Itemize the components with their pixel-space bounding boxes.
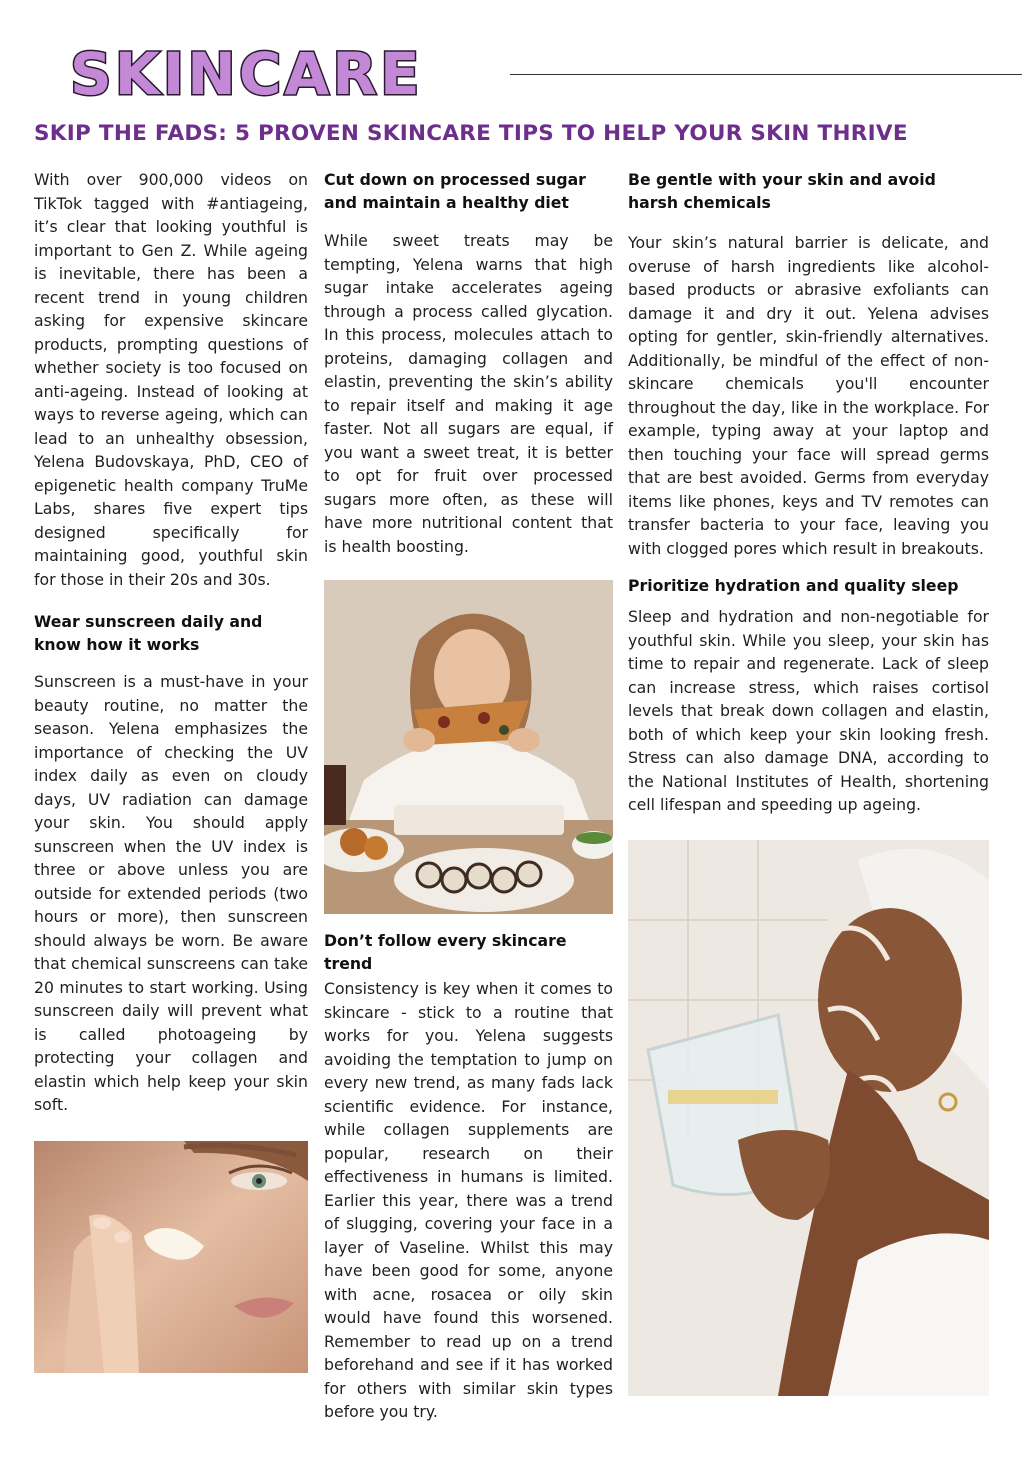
woman-eating-pizza-image bbox=[324, 580, 613, 914]
gentle-heading: Be gentle with your skin and avoid harsh chemicals bbox=[628, 170, 936, 212]
column-3 bbox=[628, 168, 989, 1396]
masthead-title: SKINCARE bbox=[70, 40, 423, 108]
water-photo bbox=[628, 840, 989, 1396]
sugar-paragraph: While sweet treats may be tempting, Yelena warns that high sugar intake accelerates ageing through a process called glycation. In this process, molecules attach to proteins, damaging collagen and elastin, preventing the skin’s ability to repair itself and making it age faster. Not all sugars are equal, if you want a sweet treat, it is better to opt for fruit over processed sugars more often, as these will have more nutritional content that is health boosting. bbox=[324, 231, 613, 556]
woman-drinking-water-image bbox=[628, 840, 989, 1396]
sunscreen-photo bbox=[34, 1141, 308, 1373]
sugar-heading: Cut down on processed sugar and maintain a healthy diet bbox=[324, 170, 586, 212]
article-headline: SKIP THE FADS: 5 PROVEN SKINCARE TIPS TO HELP YOUR SKIN THRIVE bbox=[34, 121, 908, 146]
column-1 bbox=[34, 168, 308, 1373]
column-2 bbox=[324, 168, 613, 1424]
trend-heading: Don’t follow every skincare trend bbox=[324, 931, 567, 973]
intro-paragraph: With over 900,000 videos on TikTok tagged with #antiageing, it’s clear that looking youthful is important to Gen Z. While ageing is inevitable, there has been a recent trend in young children asking for expensive skincare products, prompting questions of whether society is too focused on anti-ageing. Instead of looking at ways to reverse ageing, which can lead to an unhealthy obsession, Yelena Budovskaya, PhD, CEO of epigenetic health company TruMe Labs, shares five expert tips designed specifically for maintaining good, youthful skin for those in their 20s and 30s. bbox=[34, 170, 308, 589]
trend-paragraph: Consistency is key when it comes to skincare - stick to a routine that works for you. Yelena suggests avoiding the temptation to jump on every new trend, as many fads lack scientific evidence. For instance, while collagen supplements are popular, research on their effectiveness in humans is limited. Earlier this year, there was a trend of slugging, covering your face in a layer of Vaseline. Whilst this may have been good for some, anyone with acne, rosacea or oily skin would have found this worsened. Remember to read up on a trend beforehand and see if it has worked for others with similar skin types before you try. bbox=[324, 979, 613, 1421]
sunscreen-heading: Wear sunscreen daily and know how it works bbox=[34, 612, 263, 654]
sunscreen-paragraph: Sunscreen is a must-have in your beauty routine, no matter the season. Yelena emphasizes the importance of checking the UV index daily as even on cloudy days, UV radiation can damage your skin. You should apply sunscreen when the UV index is three or above unless you are outside for extended periods (two hours or more), then sunscreen should always be worn. Be aware that chemical sunscreens can take 20 minutes to start working. Using sunscreen daily will prevent what is called photoageing by protecting your collagen and elastin which help keep your skin soft. bbox=[34, 672, 308, 1114]
sleep-heading: Prioritize hydration and quality sleep bbox=[628, 576, 959, 595]
gentle-paragraph: Your skin’s natural barrier is delicate, and overuse of harsh ingredients like alcohol-based products or abrasive exfoliants can damage it and dry it out. Yelena advises opting for gentler, skin-friendly alternatives. Additionally, be mindful of the effect of non-skincare chemicals you'll encounter throughout the day, like in the workplace. For example, typing away at your laptop and then touching your face will spread germs that are best avoided. Germs from everyday items like phones, keys and TV remotes can transfer bacteria to your face, leaving you with clogged pores which result in breakouts. bbox=[628, 233, 989, 558]
woman-applying-cream-image bbox=[34, 1141, 308, 1373]
masthead-rule bbox=[510, 74, 1022, 75]
pizza-photo bbox=[324, 580, 613, 914]
sleep-paragraph: Sleep and hydration and non-negotiable for youthful skin. While you sleep, your skin has time to repair and regenerate. Lack of sleep can increase stress, which raises cortisol levels that break down collagen and elastin, both of which keep your skin looking fresh. Stress can also damage DNA, according to the National Institutes of Health, shortening cell lifespan and speeding up ageing. bbox=[628, 607, 989, 814]
